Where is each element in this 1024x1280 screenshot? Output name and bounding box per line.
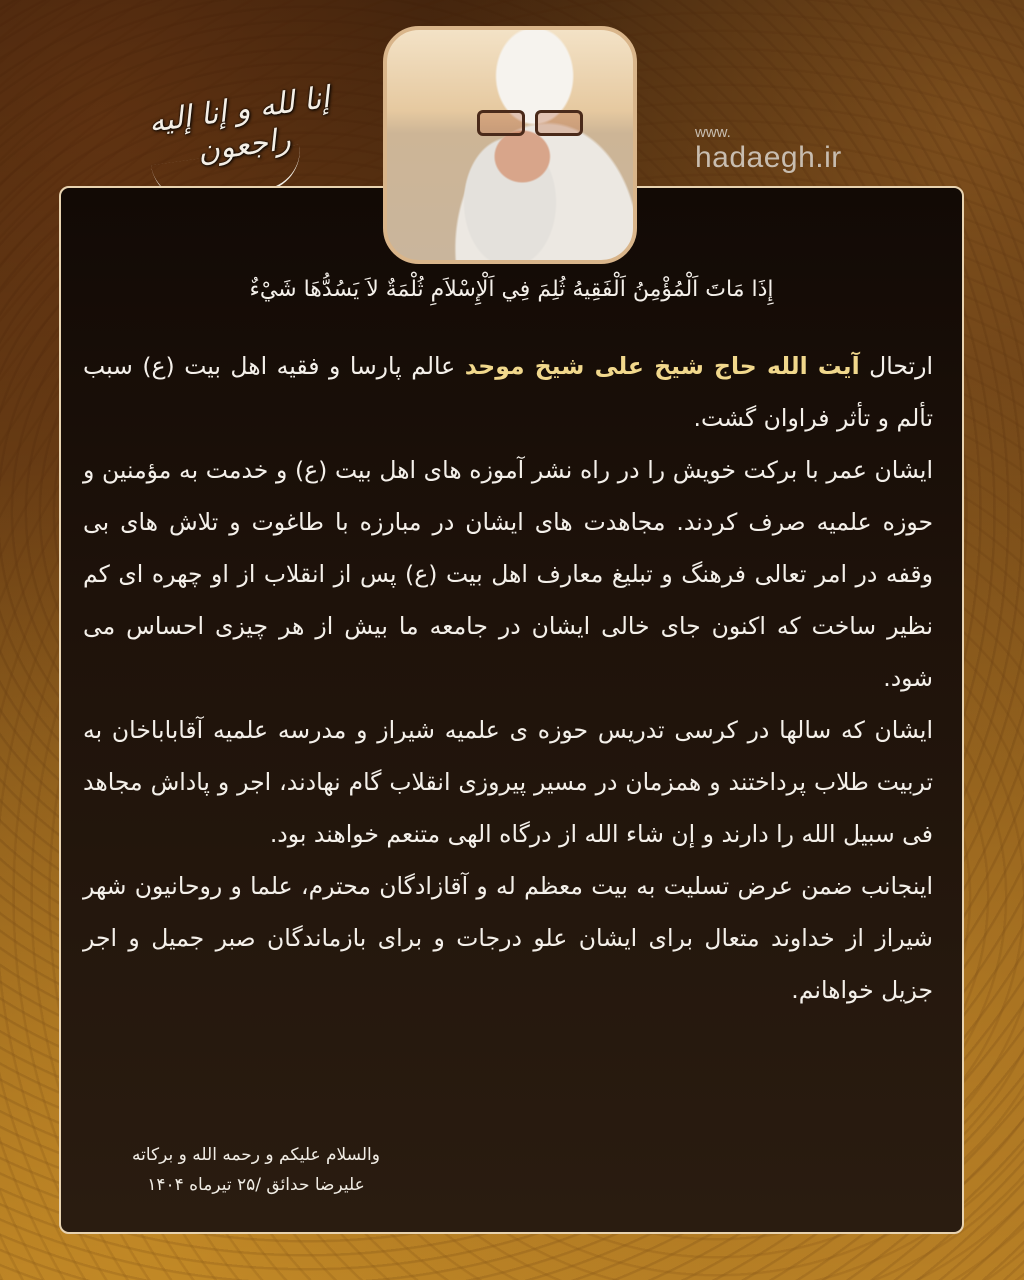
calligraphy-text: إنا لله و إنا إليه راجعون	[146, 79, 332, 170]
signature-block	[61, 1140, 451, 1200]
message-card	[59, 186, 964, 1234]
website-watermark	[695, 125, 842, 175]
paragraph-teaching: ایشان که سالها در کرسی تدریس حوزه ی علمیه شیراز و مدرسه علمیه آقاباباخان به تربیت طلاب پرداختند و همزمان در مسیر پیروزی انقلاب گام نهادند، اجر و پاداش مجاهد فی سبیل الله را دارند و إن شاء الله از درگاه الهی متنعم خواهند بود.	[83, 716, 933, 848]
message-content	[61, 188, 962, 1232]
author-and-date: علیرضا حدائق /۲۵ تیرماه ۱۴۰۴	[147, 1175, 365, 1195]
announcement-suffix: عالم پارسا و فقیه اهل بیت (ع) سبب تألم و تأثر فراوان گشت.	[83, 352, 933, 432]
paragraph-condolence: اینجانب ضمن عرض تسلیت به بیت معظم له و آقازادگان محترم، علما و روحانیون شهر شیراز از خداوند متعال برای ایشان علو درجات و برای بازماندگان صبر جمیل و اجر جزیل خواهانم.	[83, 872, 933, 1004]
hadith-quote: إِذَا مَاتَ اَلْمُؤْمِنُ اَلْفَقِيهُ ثُلِمَ فِي اَلْإِسْلاَمِ ثُلْمَةٌ لاَ يَسُدُّهَا شَيْءٌ	[249, 277, 774, 302]
portrait-photo	[383, 26, 637, 264]
paragraph-biography: ایشان عمر با برکت خویش را در راه نشر آموزه های اهل بیت (ع) و خدمت به مؤمنین و حوزه علمیه صرف کردند. مجاهدت های ایشان در مبارزه با طاغوت و تلاش های بی وقفه در امر تعالی فرهنگ و تبلیغ معارف اهل بیت (ع) پس از انقلاب از او چهره ای کم نظیر ساخت که اکنون جای خالی ایشان در جامعه ما بیش از هر چیزی احساس می شود.	[83, 456, 933, 692]
announcement-prefix: ارتحال	[859, 352, 933, 380]
message-body	[83, 340, 933, 1016]
glasses-shape	[477, 110, 587, 132]
website-prefix: www.	[695, 124, 731, 141]
closing-greeting: والسلام علیکم و رحمه الله و برکاته	[132, 1145, 380, 1165]
deceased-name: آیت الله حاج شیخ علی شیخ موحد	[464, 352, 860, 380]
paragraph-announcement	[83, 340, 933, 444]
website-domain: hadaegh.ir	[695, 141, 842, 174]
